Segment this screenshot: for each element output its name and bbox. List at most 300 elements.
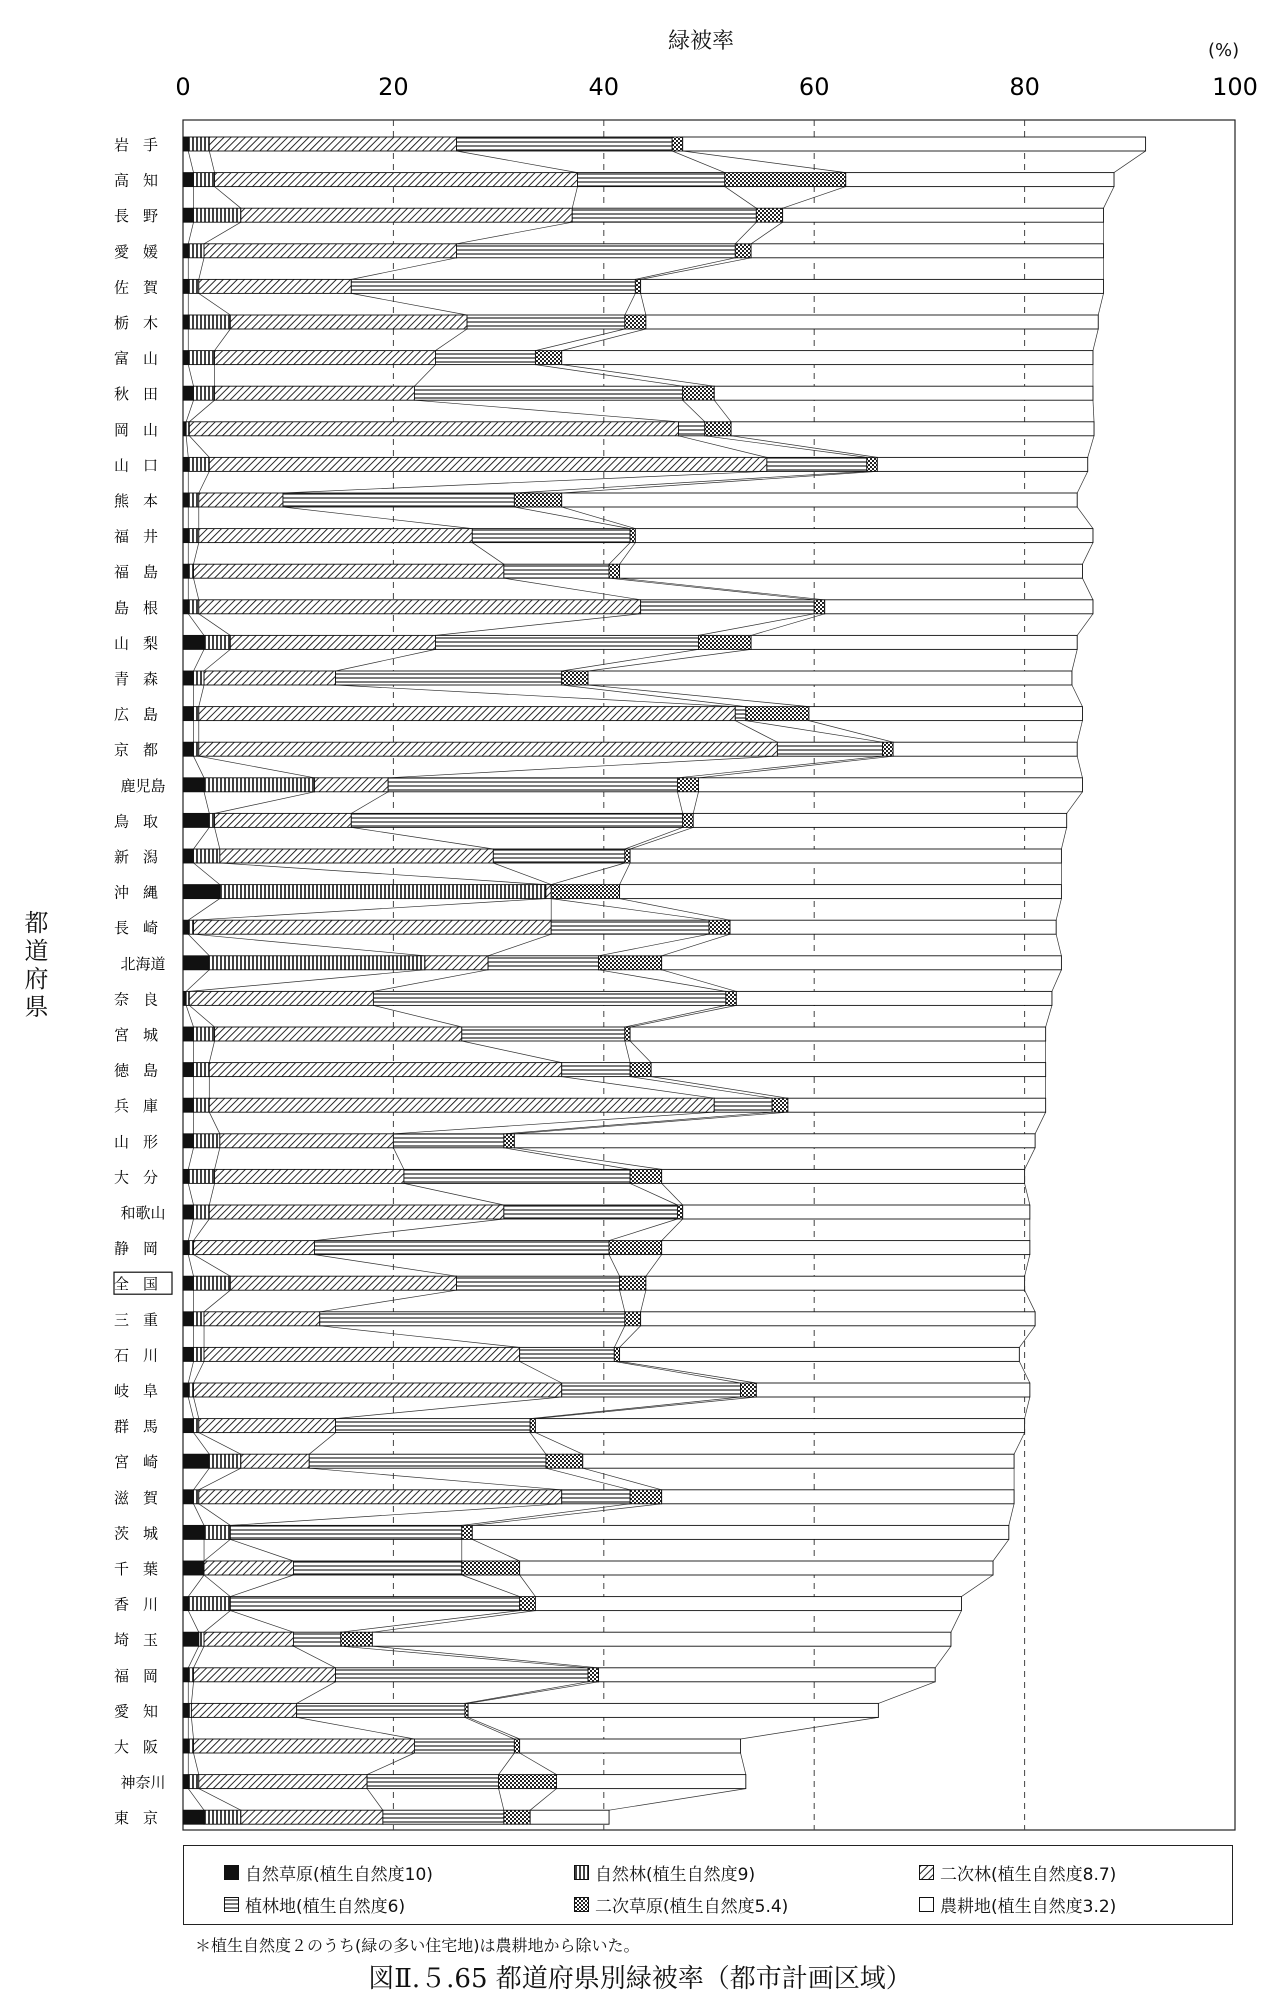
category-label: 全国 bbox=[113, 1275, 173, 1294]
bar-segment bbox=[588, 671, 1072, 685]
figure-caption: 図Ⅱ.５.65 都道府県別緑被率（都市計画区域） bbox=[368, 1964, 912, 1994]
bar-segment bbox=[183, 1525, 204, 1539]
bar-segment bbox=[188, 457, 209, 471]
connector-line bbox=[1082, 543, 1093, 565]
bar-segment bbox=[204, 1525, 230, 1539]
bar-segment bbox=[183, 742, 194, 756]
connector-line bbox=[215, 792, 315, 814]
crosshatch-swatch-icon bbox=[574, 1897, 589, 1912]
bar-segment bbox=[241, 1810, 383, 1824]
connector-line bbox=[194, 1361, 205, 1383]
bar-segment bbox=[183, 885, 220, 899]
bar-segment bbox=[194, 1241, 315, 1255]
connector-line bbox=[188, 365, 193, 387]
bar-segment bbox=[651, 1063, 1046, 1077]
bar-segment bbox=[435, 635, 698, 649]
bar-segment bbox=[188, 315, 230, 329]
connector-line bbox=[1077, 721, 1082, 743]
bar-segment bbox=[546, 885, 551, 899]
connector-line bbox=[641, 293, 646, 315]
bar-segment bbox=[204, 635, 230, 649]
connector-line bbox=[199, 1789, 241, 1811]
bar-segment bbox=[215, 813, 352, 827]
bar-segment bbox=[614, 1347, 619, 1361]
bar-segment bbox=[504, 1134, 515, 1148]
bar-segment bbox=[551, 885, 619, 899]
category-label: 岐阜 bbox=[113, 1382, 173, 1400]
legend-item-farmland bbox=[919, 1892, 1116, 1917]
bar-segment bbox=[204, 1632, 293, 1646]
bar-segment bbox=[530, 1419, 535, 1433]
connector-line bbox=[230, 1504, 561, 1526]
bar-segment bbox=[183, 671, 194, 685]
x-tick-label: 60 bbox=[798, 73, 830, 101]
bar-segment bbox=[646, 315, 1098, 329]
connector-line bbox=[199, 685, 204, 707]
connector-line bbox=[194, 578, 199, 600]
bar-segment bbox=[204, 1347, 520, 1361]
category-label: 岡山 bbox=[113, 420, 173, 439]
connector-line bbox=[620, 1326, 641, 1348]
connector-line bbox=[535, 1397, 756, 1419]
bar-segment bbox=[609, 1241, 662, 1255]
connector-line bbox=[662, 1219, 683, 1241]
connector-line bbox=[215, 329, 231, 351]
bar-segment bbox=[183, 707, 194, 721]
connector-line bbox=[188, 1361, 193, 1383]
bar-segment bbox=[599, 1668, 936, 1682]
connector-line bbox=[677, 756, 882, 778]
bar-segment bbox=[341, 1632, 373, 1646]
connector-line bbox=[367, 1789, 383, 1811]
bar-segment bbox=[183, 813, 209, 827]
bar-segment bbox=[336, 1419, 531, 1433]
connector-line bbox=[336, 1397, 562, 1419]
connector-line bbox=[530, 1397, 740, 1419]
connector-line bbox=[588, 685, 809, 707]
bar-segment bbox=[215, 386, 415, 400]
connector-line bbox=[562, 1077, 715, 1099]
connector-line bbox=[315, 1255, 457, 1277]
legend-label: 自然林(植生自然度9) bbox=[595, 1865, 756, 1885]
connector-line bbox=[189, 436, 209, 458]
legend-item-plantation bbox=[224, 1892, 405, 1917]
bar-segment bbox=[183, 386, 194, 400]
connector-line bbox=[625, 827, 683, 849]
bar-segment bbox=[520, 1561, 993, 1575]
connector-line bbox=[504, 1112, 772, 1134]
vertical-stripe-swatch-icon bbox=[574, 1865, 589, 1880]
bar-segment bbox=[183, 1205, 194, 1219]
connector-line bbox=[320, 1290, 457, 1312]
category-label: 富山 bbox=[113, 349, 173, 368]
connector-line bbox=[309, 1468, 561, 1490]
category-label: 神奈川 bbox=[120, 1773, 166, 1792]
bar-segment bbox=[499, 1775, 557, 1789]
connector-line bbox=[209, 1041, 214, 1063]
bar-segment bbox=[194, 1739, 415, 1753]
category-label: 香川 bbox=[113, 1595, 173, 1614]
connector-line bbox=[230, 1611, 293, 1633]
category-label: 栃木 bbox=[113, 314, 173, 332]
bar-segment bbox=[199, 1632, 204, 1646]
connector-line bbox=[1072, 649, 1077, 671]
connector-line bbox=[620, 899, 730, 921]
connector-line bbox=[705, 436, 867, 458]
bar-segment bbox=[462, 1561, 520, 1575]
bar-segment bbox=[462, 1027, 625, 1041]
bar-segment bbox=[535, 351, 561, 365]
bar-segment bbox=[562, 1383, 741, 1397]
connector-line bbox=[620, 1361, 757, 1383]
bar-segment bbox=[783, 208, 1104, 222]
bar-segment bbox=[693, 813, 1066, 827]
connector-line bbox=[588, 649, 751, 671]
bar-segment bbox=[320, 1312, 625, 1326]
bar-segment bbox=[457, 137, 673, 151]
connector-line bbox=[186, 436, 188, 458]
bar-segment bbox=[367, 1775, 499, 1789]
connector-line bbox=[1056, 934, 1061, 956]
category-label: 高知 bbox=[113, 171, 173, 190]
bar-segment bbox=[635, 529, 1093, 543]
connector-line bbox=[625, 1041, 630, 1063]
bar-segment bbox=[588, 1668, 599, 1682]
connector-line bbox=[562, 471, 878, 493]
bar-segment bbox=[609, 564, 620, 578]
connector-line bbox=[188, 1397, 193, 1419]
connector-line bbox=[186, 400, 193, 422]
bar-segment bbox=[194, 1347, 205, 1361]
bar-segment bbox=[183, 137, 188, 151]
connector-line bbox=[194, 827, 210, 849]
bar-segment bbox=[535, 1597, 961, 1611]
bar-segment bbox=[315, 1241, 610, 1255]
connector-line bbox=[194, 899, 546, 921]
connector-line bbox=[609, 1219, 677, 1241]
bar-segment bbox=[583, 1454, 1014, 1468]
bar-segment bbox=[425, 956, 488, 970]
connector-line bbox=[186, 1005, 193, 1027]
bar-segment bbox=[220, 849, 494, 863]
category-label: 岩手 bbox=[113, 136, 173, 154]
category-label: 鳥取 bbox=[113, 812, 173, 831]
bar-segment bbox=[383, 1810, 504, 1824]
bar-segment bbox=[241, 208, 572, 222]
category-label: 島根 bbox=[113, 598, 173, 617]
connector-line bbox=[641, 258, 751, 280]
connector-line bbox=[336, 649, 436, 671]
connector-line bbox=[1009, 1504, 1014, 1526]
connector-line bbox=[435, 329, 467, 351]
connector-line bbox=[199, 614, 231, 636]
bar-segment bbox=[414, 386, 682, 400]
bar-segment bbox=[504, 1810, 530, 1824]
bar-segment bbox=[683, 137, 1146, 151]
connector-line bbox=[751, 614, 825, 636]
connector-line bbox=[641, 1290, 646, 1312]
category-label: 千葉 bbox=[113, 1560, 173, 1578]
legend-item-natural-grassland bbox=[224, 1860, 433, 1885]
category-label: 福島 bbox=[113, 563, 173, 582]
connector-line bbox=[504, 578, 641, 600]
category-label: 兵庫 bbox=[113, 1097, 173, 1116]
bar-segment bbox=[767, 457, 867, 471]
bar-segment bbox=[514, 1739, 519, 1753]
connector-line bbox=[462, 1041, 562, 1063]
bar-segment bbox=[641, 1312, 1036, 1326]
connector-line bbox=[535, 1433, 582, 1455]
bar-segment bbox=[683, 386, 715, 400]
bar-segment bbox=[620, 1347, 1020, 1361]
connector-line bbox=[488, 934, 551, 956]
connector-line bbox=[1104, 187, 1115, 209]
category-label: 長崎 bbox=[113, 919, 173, 938]
bar-segment bbox=[194, 173, 215, 187]
connector-line bbox=[646, 1255, 662, 1277]
bar-segment bbox=[677, 1205, 682, 1219]
horizontal-lines-swatch-icon bbox=[224, 1897, 239, 1912]
bar-segment bbox=[620, 1276, 646, 1290]
bar-segment bbox=[183, 991, 186, 1005]
bar-segment bbox=[183, 1383, 188, 1397]
connector-line bbox=[1088, 436, 1094, 458]
connector-line bbox=[1052, 970, 1061, 992]
bar-segment bbox=[230, 1525, 461, 1539]
bar-segment bbox=[283, 493, 514, 507]
bar-segment bbox=[183, 208, 194, 222]
bar-segment bbox=[209, 956, 425, 970]
connector-line bbox=[499, 1753, 515, 1775]
bar-segment bbox=[188, 137, 209, 151]
category-label: 茨城 bbox=[113, 1524, 173, 1543]
connector-line bbox=[414, 365, 435, 387]
bar-segment bbox=[230, 1276, 456, 1290]
connector-line bbox=[462, 1504, 630, 1526]
connector-line bbox=[530, 1433, 546, 1455]
bar-segment bbox=[199, 493, 283, 507]
category-label: 石川 bbox=[113, 1346, 173, 1365]
connector-line bbox=[215, 1148, 220, 1170]
category-label: 三重 bbox=[113, 1310, 173, 1329]
category-label: 群馬 bbox=[113, 1417, 173, 1436]
bar-segment bbox=[756, 208, 782, 222]
connector-line bbox=[546, 1468, 630, 1490]
connector-line bbox=[468, 1717, 520, 1739]
connector-line bbox=[1082, 578, 1093, 600]
connector-line bbox=[351, 258, 456, 280]
bar-segment bbox=[194, 208, 241, 222]
connector-line bbox=[1072, 685, 1083, 707]
bar-segment bbox=[230, 635, 435, 649]
bar-segment bbox=[183, 1454, 209, 1468]
bar-segment bbox=[183, 778, 204, 792]
connector-line bbox=[614, 1326, 625, 1348]
bar-segment bbox=[625, 315, 646, 329]
category-label: 埼玉 bbox=[113, 1631, 173, 1650]
connector-line bbox=[297, 1682, 336, 1704]
category-label: 秋田 bbox=[113, 385, 173, 404]
connector-line bbox=[809, 721, 893, 743]
bar-segment bbox=[204, 1810, 241, 1824]
bar-segment bbox=[183, 564, 188, 578]
bar-segment bbox=[194, 1276, 231, 1290]
category-label: 京都 bbox=[113, 741, 173, 760]
bar-segment bbox=[209, 813, 214, 827]
bar-segment bbox=[772, 1098, 788, 1112]
connector-line bbox=[683, 151, 846, 173]
connector-line bbox=[535, 365, 682, 387]
connector-line bbox=[209, 151, 214, 173]
bar-segment bbox=[204, 671, 335, 685]
connector-line bbox=[199, 293, 231, 315]
connector-line bbox=[693, 792, 698, 814]
bar-segment bbox=[188, 1597, 230, 1611]
connector-line bbox=[351, 293, 467, 315]
connector-line bbox=[191, 1682, 193, 1704]
category-label: 長野 bbox=[113, 207, 173, 226]
connector-line bbox=[194, 649, 205, 671]
bar-segment bbox=[730, 920, 1056, 934]
bar-segment bbox=[662, 956, 1062, 970]
bar-segment bbox=[188, 920, 193, 934]
bar-segment bbox=[189, 991, 373, 1005]
connector-line bbox=[683, 400, 705, 422]
bar-segment bbox=[183, 635, 204, 649]
bar-segment bbox=[194, 386, 215, 400]
bar-segment bbox=[472, 529, 630, 543]
connector-line bbox=[435, 614, 640, 636]
connector-line bbox=[186, 970, 209, 992]
bar-segment bbox=[514, 493, 561, 507]
bar-segment bbox=[351, 813, 682, 827]
bar-segment bbox=[677, 778, 698, 792]
connector-line bbox=[1046, 1005, 1052, 1027]
bar-segment bbox=[462, 1525, 473, 1539]
category-label: 福岡 bbox=[113, 1666, 173, 1685]
bar-segment bbox=[741, 1383, 757, 1397]
connector-line bbox=[194, 543, 199, 565]
connector-line bbox=[725, 187, 757, 209]
connector-line bbox=[465, 1717, 514, 1739]
connector-line bbox=[651, 1077, 788, 1099]
bar-segment bbox=[188, 493, 199, 507]
connector-line bbox=[1025, 1397, 1030, 1419]
connector-line bbox=[199, 1468, 241, 1490]
connector-line bbox=[372, 1646, 598, 1668]
legend-item-secondary-grassland bbox=[574, 1892, 788, 1917]
bar-segment bbox=[186, 991, 189, 1005]
connector-line bbox=[188, 1575, 204, 1597]
bar-segment bbox=[188, 529, 199, 543]
legend-label: 二次林(植生自然度8.7) bbox=[940, 1865, 1117, 1885]
category-label: 大阪 bbox=[113, 1738, 173, 1756]
connector-line bbox=[677, 792, 682, 814]
connector-line bbox=[620, 863, 631, 885]
bar-segment bbox=[183, 1419, 194, 1433]
connector-line bbox=[189, 400, 214, 422]
bar-segment bbox=[520, 1739, 741, 1753]
connector-line bbox=[199, 1504, 231, 1526]
connector-line bbox=[583, 1468, 662, 1490]
bar-segment bbox=[186, 422, 189, 436]
connector-line bbox=[1056, 899, 1061, 921]
bar-segment bbox=[209, 137, 456, 151]
bar-segment bbox=[188, 279, 199, 293]
connector-line bbox=[388, 756, 777, 778]
bar-segment bbox=[199, 707, 736, 721]
bar-segment bbox=[562, 671, 588, 685]
connector-line bbox=[204, 1290, 230, 1312]
bar-segment bbox=[735, 707, 746, 721]
bar-segment bbox=[578, 173, 725, 187]
bar-segment bbox=[215, 1169, 404, 1183]
bar-segment bbox=[562, 1490, 630, 1504]
bar-segment bbox=[209, 1205, 504, 1219]
x-tick-label: 0 bbox=[175, 73, 191, 101]
bar-segment bbox=[735, 244, 751, 258]
bar-segment bbox=[215, 173, 578, 187]
bar-segment bbox=[183, 1490, 194, 1504]
connector-line bbox=[662, 970, 737, 992]
connector-line bbox=[662, 934, 730, 956]
bar-segment bbox=[183, 1347, 194, 1361]
connector-line bbox=[472, 543, 504, 565]
connector-line bbox=[698, 614, 814, 636]
connector-line bbox=[1077, 614, 1093, 636]
connector-line bbox=[204, 1539, 230, 1561]
connector-line bbox=[499, 1789, 504, 1811]
category-label: 青森 bbox=[113, 670, 173, 688]
connector-line bbox=[951, 1611, 962, 1633]
bar-segment bbox=[183, 1134, 194, 1148]
category-label: 愛媛 bbox=[113, 242, 173, 261]
connector-line bbox=[188, 1148, 193, 1170]
connector-line bbox=[1014, 1433, 1025, 1455]
bar-segment bbox=[188, 1775, 199, 1789]
bar-segment bbox=[183, 351, 188, 365]
white-swatch-icon bbox=[919, 1897, 934, 1912]
connector-line bbox=[520, 1361, 562, 1383]
bar-segment bbox=[736, 991, 1052, 1005]
bar-segment bbox=[457, 1276, 620, 1290]
bar-segment bbox=[315, 778, 389, 792]
bar-segment bbox=[204, 778, 314, 792]
connector-line bbox=[414, 400, 678, 422]
category-label: 大分 bbox=[113, 1168, 173, 1187]
bar-segment bbox=[867, 457, 878, 471]
connector-line bbox=[630, 1077, 772, 1099]
bar-segment bbox=[698, 635, 751, 649]
connector-line bbox=[741, 1753, 746, 1775]
bar-segment bbox=[535, 1419, 1024, 1433]
connector-line bbox=[373, 1005, 461, 1027]
bar-segment bbox=[183, 956, 209, 970]
connector-line bbox=[714, 400, 731, 422]
connector-line bbox=[215, 187, 241, 209]
connector-line bbox=[194, 1504, 205, 1526]
category-label: 新潟 bbox=[113, 848, 173, 866]
connector-line bbox=[1093, 329, 1098, 351]
bar-segment bbox=[662, 1490, 1014, 1504]
bar-segment bbox=[562, 493, 1077, 507]
bar-segment bbox=[183, 1668, 188, 1682]
connector-line bbox=[741, 1717, 879, 1739]
connector-line bbox=[1114, 151, 1146, 173]
bar-segment bbox=[188, 1739, 193, 1753]
connector-line bbox=[209, 1112, 220, 1134]
legend-item-secondary-forest bbox=[919, 1860, 1116, 1885]
